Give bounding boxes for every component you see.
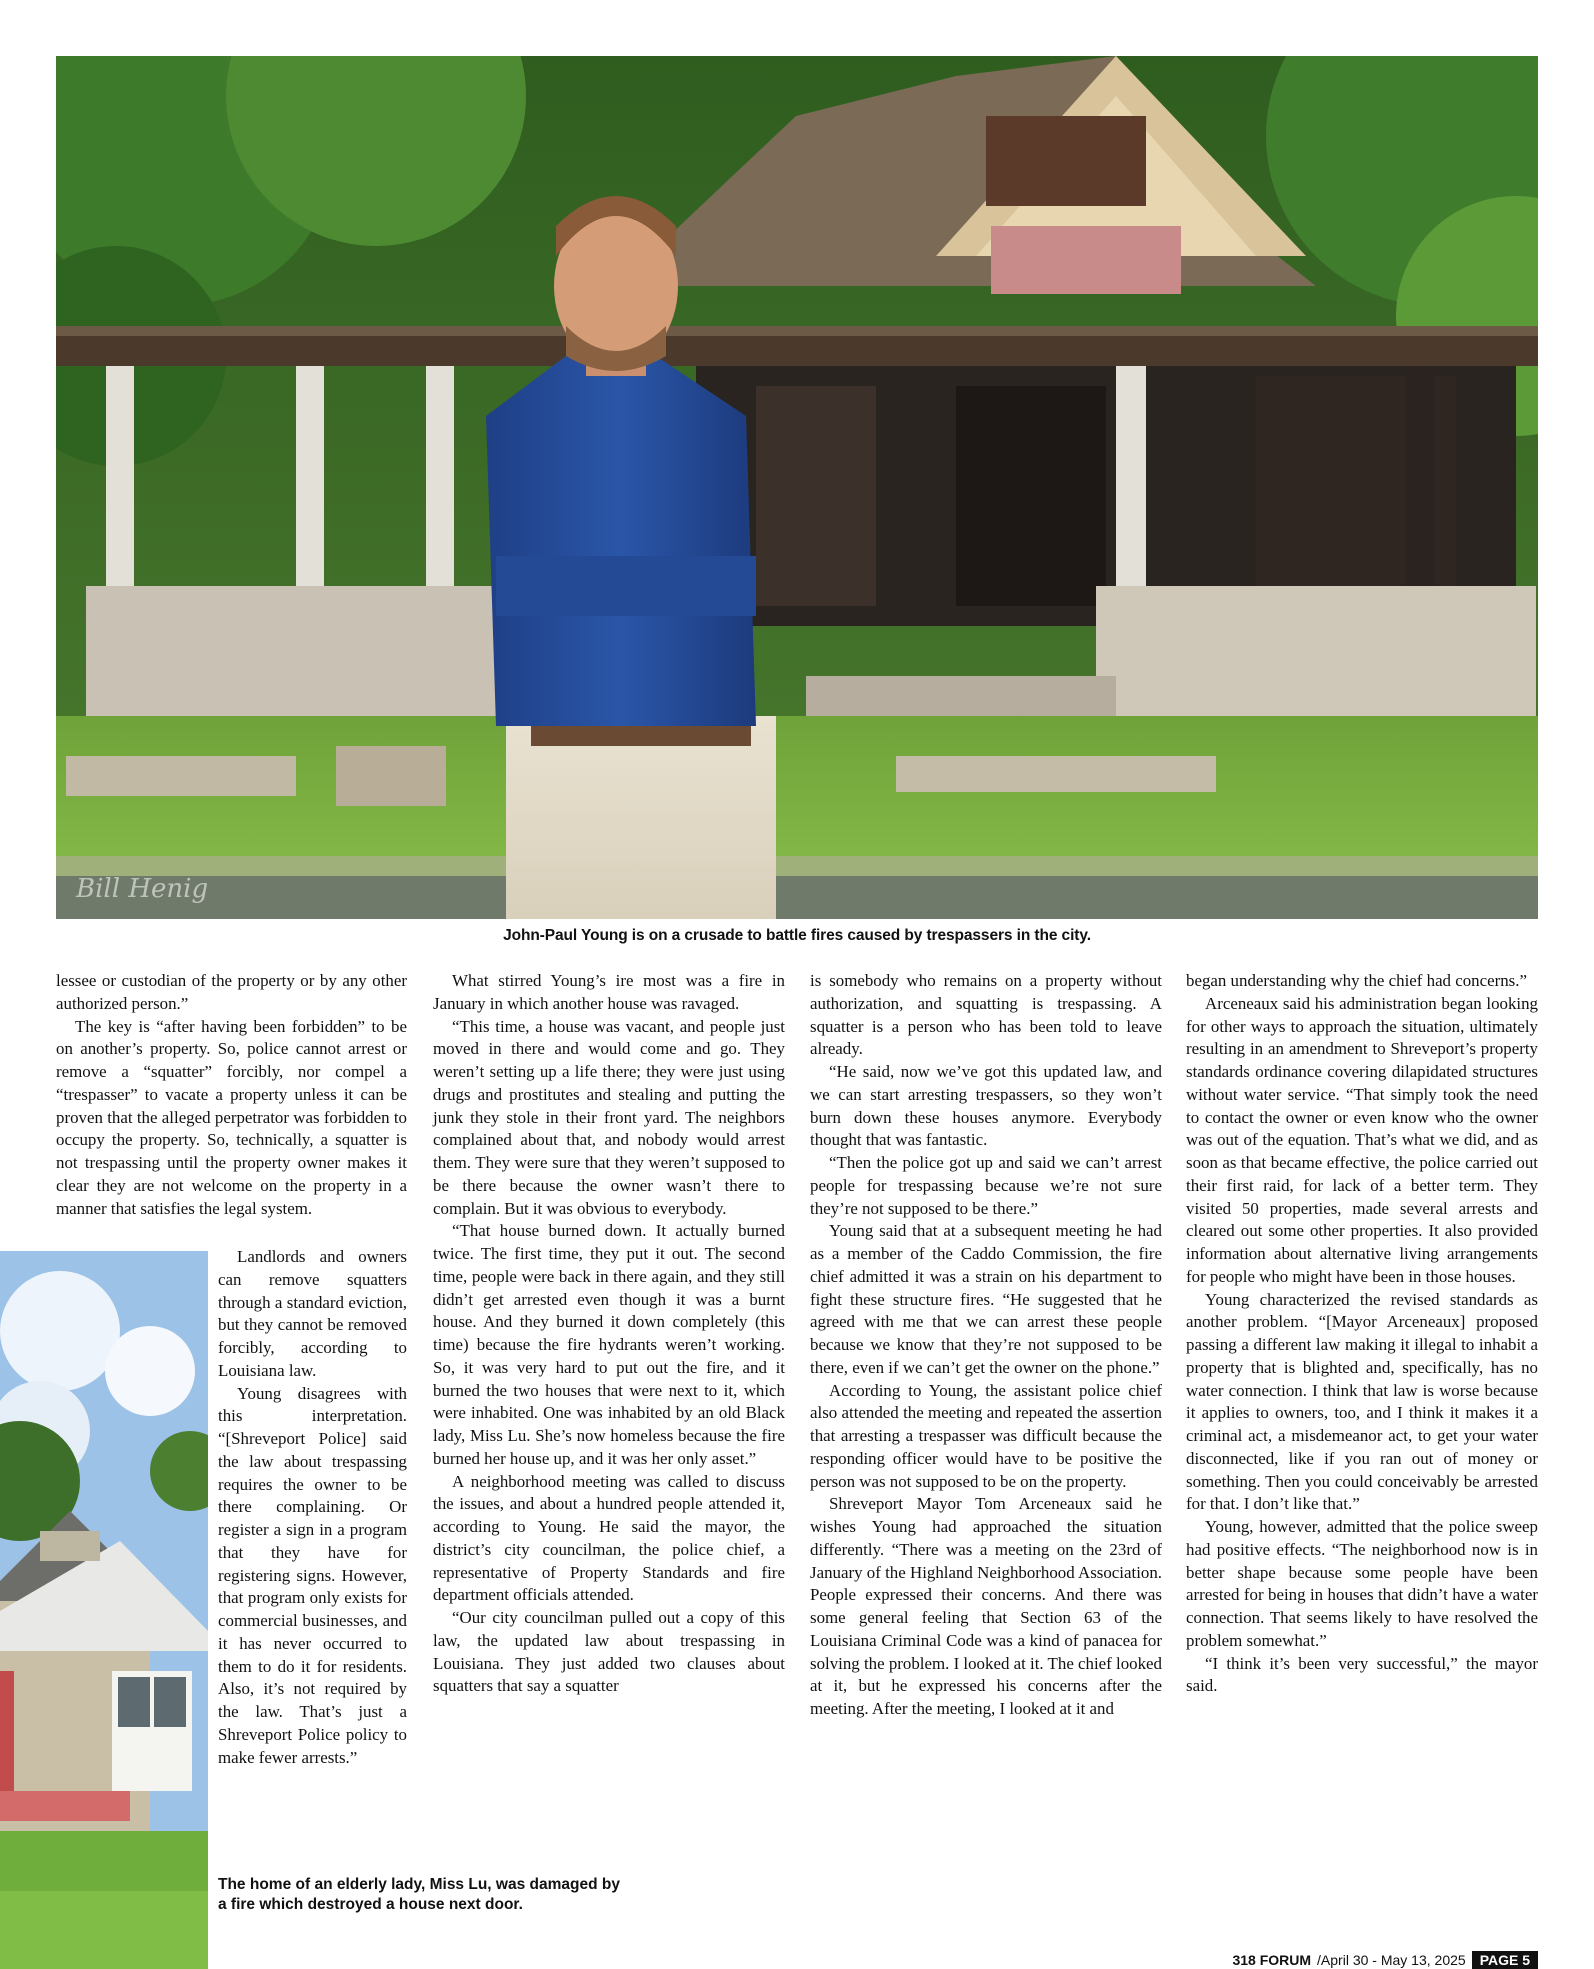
paragraph: lessee or custodian of the property or by any other authorized person.” <box>56 971 407 1013</box>
issue-date: /April 30 - May 13, 2025 <box>1317 1952 1466 1968</box>
article-column-1 <box>56 970 407 1220</box>
inset-caption-line-1: The home of an elderly lady, Miss Lu, was damaged by <box>218 1876 620 1893</box>
paragraph: Young, however, admitted that the police sweep had positive effects. “The neighborhood now is in better shape because some people have been arrested for being in houses that didn’t have a water connection. That seems likely to have resolved the problem somewhat.” <box>1186 1517 1538 1650</box>
paragraph: Young disagrees with this interpretation. “[Shreveport Police] said the law about trespassing requires the owner to be there complaining. Or register a sign in a program that they have for registering signs. However, that program only exists for commercial businesses, and it has never occurred to them to do it for residents. Also, it’s not required by the law. That’s just a Shreveport Police policy to make fewer arrests.” <box>218 1383 407 1767</box>
inset-caption-line-2: a fire which destroyed a house next door. <box>218 1896 523 1913</box>
article-column-4 <box>1186 970 1538 1698</box>
paragraph: began understanding why the chief had concerns.” <box>1186 971 1527 990</box>
paragraph: Young characterized the revised standards as another problem. “[Mayor Arceneaux] proposed passing a different law making it illegal to inhabit a property that is blighted and, specifically, has no water connection. I think that law is worse because it applies to owners, too, and I think it makes it a criminal act, a misdemeanor act, to get your water disconnected, like if you ran out of money or something. Then you could conceivably be arrested for that. I don’t like that.” <box>1186 1289 1538 1514</box>
paragraph: “Our city councilman pulled out a copy of this law, the updated law about trespassing in Louisiana. They just added two clauses about squatters that say a squatter <box>433 1608 785 1696</box>
page-number: PAGE 5 <box>1472 1951 1538 1969</box>
paragraph: The key is “after having been forbidden” to be on another’s property. So, police cannot arrest or remove a “squatter” forcibly, nor compel a “trespasser” to vacate a property unless it can be proven that the alleged perpetrator was forbidden to occupy the property. So, technically, a squatter is not trespassing until the property owner makes it clear they are not welcome on the property in a manner that satisfies the legal system. <box>56 1016 407 1218</box>
paragraph: is somebody who remains on a property without authorization, and squatting is trespassing. A squatter is a person who has been told to leave already. <box>810 971 1162 1059</box>
paragraph: “This time, a house was vacant, and people just moved in there and would come and go. They weren’t setting up a life there; they were just using drugs and prostitutes and stealing and putting the junk they stole in their front yard. The neighbors complained about that, and nobody would arrest them. They were sure that they weren’t supposed to be there because the owner wasn’t there to complain. But it was obvious to everybody. <box>433 1016 785 1218</box>
article-column-2 <box>433 970 785 1698</box>
hero-photo <box>56 56 1538 919</box>
paragraph: Arceneaux said his administration began looking for other ways to approach the situation, ultimately resulting in an amendment to Shreveport’s property standards ordinance covering dilapidated structures without water service. “That simply took the need to contact the owner or even know who the owner was out of the equation. That’s what we did, and as soon as that became effective, the police carried out their first raid, for lack of a better term. They visited 50 properties, made several arrests and cleared out some other properties. It also provided information about alternative living arrangements for people who might have been in those houses. <box>1186 993 1538 1286</box>
inset-photo <box>0 1251 208 1969</box>
paragraph: “He said, now we’ve got this updated law, and we can start arresting trespassers, so they won’t burn down these houses anymore. Everybody thought that was fantastic. <box>810 1062 1162 1150</box>
article-column-1-wrap <box>218 1246 407 1769</box>
paragraph: According to Young, the assistant police chief also attended the meeting and repeated the assertion that arresting a trespasser was difficult because the responding officer would have to be positive the person was not supposed to be on the property. <box>810 1380 1162 1491</box>
paragraph: “Then the police got up and said we can’t arrest people for trespassing because we’re not sure they’re not supposed to be there.” <box>810 1153 1162 1218</box>
article-column-3 <box>810 970 1162 1721</box>
paragraph: Shreveport Mayor Tom Arceneaux said he wishes Young had approached the situation differently. “There was a meeting on the 23rd of January of the Highland Neighborhood Association. People expressed their concerns. And there was some general feeling that Section 63 of the Louisiana Criminal Code was a kind of panacea for solving the problem. I looked at it. The chief looked at it, but he expressed his concerns after the meeting. After the meeting, I looked at it and <box>810 1494 1162 1718</box>
hero-photo-caption: John-Paul Young is on a crusade to battle fires caused by trespassers in the city. <box>503 927 1091 944</box>
paragraph: “I think it’s been very successful,” the mayor said. <box>1186 1653 1538 1696</box>
inset-photo-caption <box>218 1875 638 1915</box>
hero-photo-illustration <box>56 56 1538 919</box>
paragraph: A neighborhood meeting was called to discuss the issues, and about a hundred people attended it, according to Young. He said the mayor, the district’s city councilman, the police chief, a representative of Property Standards and fire department officials attended. <box>433 1471 785 1605</box>
publication-name: 318 FORUM <box>1232 1952 1312 1968</box>
paragraph: Young said that at a subsequent meeting he had as a member of the Caddo Commission, the fire chief admitted it was a strain on his department to fight these structure fires. “He suggested that he agreed with me that we can arrest these people because we know that they’re not supposed to be there, even if we can’t get the owner on the phone.” <box>810 1221 1162 1377</box>
photo-credit: Bill Henig <box>76 874 209 904</box>
inset-photo-illustration <box>0 1251 208 1969</box>
paragraph: Landlords and owners can remove squatters through a standard eviction, but they cannot be removed forcibly, according to Louisiana law. <box>218 1247 407 1380</box>
paragraph: What stirred Young’s ire most was a fire in January in which another house was ravaged. <box>433 971 785 1013</box>
page-folio <box>1232 1951 1538 1969</box>
paragraph: “That house burned down. It actually burned twice. The first time, they put it out. The second time, people were back in there again, and they still didn’t get arrested even though it was a burnt house. And they burned it down completely (this time) because the fire hydrants weren’t working. So, it was very hard to put out the fire, and it burned the two houses that were next to it, which were inhabited. One was inhabited by an old Black lady, Miss Lu. She’s now homeless because the fire burned her house up, and it was her only asset.” <box>433 1221 785 1468</box>
